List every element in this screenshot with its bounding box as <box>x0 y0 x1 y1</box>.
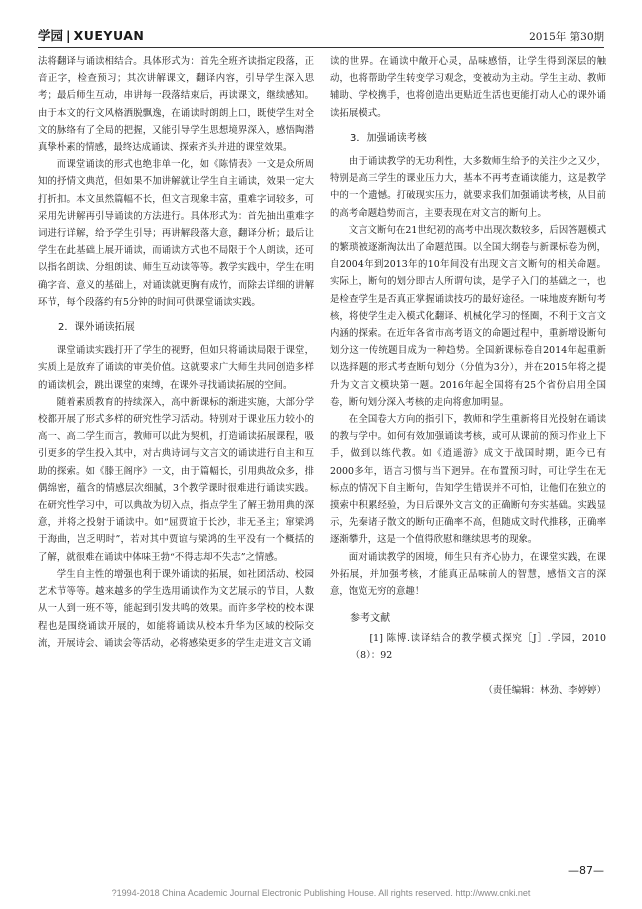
paragraph: 读的世界。在诵读中敞开心灵，品味感悟，让学生得到深层的触动，也将帮助学生转变学习观念，变被动为主动。学生主动、教师辅助、学校携手，也将创造出更贴近生活也更能打动人心的课外诵读拓展模式。 <box>330 56 606 119</box>
right-column <box>330 53 606 699</box>
paragraph: 文言文断句在21世纪初的高考中出现次数较多，后因答题模式的繁琐被逐渐淘汰出了命题范围。以全国大纲卷与新课标卷为例，自2004年到2013年的10年间没有出现文言文断句的相关命题。实际上，断句的划分即古人所谓句读，是学子入门的基础之一，也是检查学生是否真正掌握诵读技巧的最好途径。一味地废弃断句考核，将使学生走入模式化翻译、机械化学习的怪圈，不利于文言文内涵的探索。在近年各省市高考语文的命题过程中，重新增设断句划分这一传统题目成为一种趋势。全国新课标卷自2014年起重新以选择题的形式考查断句划分（分值为3分），并在2015年将之提升为文言文模块第一题。2016年起全国将有25个省份启用全国卷，断句划分深入考核的走向将愈加明显。 <box>330 224 606 408</box>
paragraph: 在全国卷大方向的指引下，教师和学生重新将目光投射在诵读的教与学中。如何有效加强诵读考核，或可从课前的预习作业上下手，做到以练代教。如《逍遥游》成文于战国时期，距今已有2000多年，语言习惯与当下迥异。在布置预习时，可让学生在无标点的情况下自主断句，告知学生错误并不可怕，让他们在独立的摸索中积累经验，为日后课外文言文的正确断句夯实基础。实践显示，先秦诸子散文的断句正确率不高，但随成文时代推移，正确率逐渐攀升，这是一个值得欣慰和继续思考的现象。 <box>330 414 606 546</box>
paragraph: 而课堂诵读的形式也绝非单一化，如《陈情表》一文是众所周知的抒情文典范，但如果不加讲解就让学生自主诵读，效果一定大打折扣。本文虽然篇幅不长，但文言现象丰富，重难字词较多，可采用先讲解再引导诵读的方法进行。具体形式为：首先抽出重难字词进行详解，给予学生引导；再讲解段落大意，翻译分析；最后让学生在此基础上展开诵读，而诵读方式也不局限于个人朗读，还可以指名朗读、分组朗读、师生互动读等等。教学实践中，学生在明确字音、意义的基础上，对诵读就更胸有成竹，而除去详细的讲解环节，每个段落约有5分钟的时间可供课堂诵读实践。 <box>38 159 314 308</box>
section-heading: 3．加强诵读考核 <box>350 132 427 144</box>
page-number: —87— <box>568 864 604 877</box>
references-title: 参考文献 <box>350 613 391 625</box>
running-header <box>38 24 604 48</box>
issue-label: 2015年 第30期 <box>529 31 604 43</box>
paragraph: 随着素质教育的持续深入，高中新课标的渐进实施，大部分学校都开展了形式多样的研究性学习活动。特别对于课业压力较小的高一、高二学生而言，教师可以此为契机，打造诵读拓展课程，吸引更多的学生投入其中，对古典诗词与文言文的诵读进行自主和互助的探索。如《滕王阁序》一文，由于篇幅长，引用典故众多，排偶绵密，蕴含的情感层次细腻，3个教学课时很难进行诵读实践。在研究性学习中，可以典故为切入点，指点学生了解王勃用典的深意，并将之投射于诵读中。如“屈贾谊于长沙，非无圣主；窜梁鸿于海曲，岂乏明时”，若对其中贾谊与梁鸿的生平没有一个概括的了解，就很难在诵读中体味王勃“不得志却不失志”之情感。 <box>38 396 314 563</box>
journal-name-cn: 学园 <box>38 28 64 43</box>
journal-name-en: XUEYUAN <box>73 28 145 43</box>
section-heading: 2．课外诵读拓展 <box>58 322 135 334</box>
paragraph: 面对诵读教学的困境，师生只有齐心协力，在课堂实践，在课外拓展，并加强考核，才能真正品味前人的智慧，感悟文言的深意，饱览无穷的意趣！ <box>330 551 606 598</box>
header-separator: | <box>66 28 71 43</box>
reference-item: [1] 陈博.读译结合的教学模式探究［J］.学园，2010（8）：92 <box>350 632 606 661</box>
copyright-footer: ?1994-2018 China Academic Journal Electronic Publishing House. All rights reserved. http://www.cnki.net <box>111 888 531 898</box>
paragraph: 课堂诵读实践打开了学生的视野，但如只将诵读局限于课堂，实质上是放弃了诵读的审美价值。这就要求广大师生共同创造多样的诵读机会，跳出课堂的束缚，在课外寻找诵读拓展的空间。 <box>38 345 314 391</box>
journal-name <box>38 26 144 44</box>
left-column <box>38 53 314 652</box>
paragraph: 学生自主性的增强也利于课外诵读的拓展，如社团活动、校园艺术节等等。越来越多的学生选用诵读作为文艺展示的节目，人数从一人到一班不等，能起到引发共鸣的效果。而许多学校的校本课程也是围绕诵读开展的，如能将诵读从校本升华为区域的校际交流，开展诗会、诵读会等活动，必将感染更多的学生走进文言文诵 <box>38 568 314 649</box>
paragraph: 由于诵读教学的无功利性，大多数师生给予的关注少之又少，特别是高三学生的课业压力大，基本不再考查诵读能力，这是教学中的一个遗憾。打破现实压力，就要求我们加强诵读考核，从目前的高考命题趋势而言，主要表现在对文言的断句上。 <box>330 156 606 219</box>
editor-note: （责任编辑：林劲、李婷婷） <box>483 684 606 696</box>
paragraph: 法将翻译与诵读相结合。具体形式为：首先全班齐读指定段落，正音正字，检查预习；其次讲解课文，翻译内容，引导学生深入思考；最后师生互动，串讲每一段落结束后，再读课文，继续感知。由于本文的行文风格洒脱飘逸，在诵读时朗朗上口，既使学生对全文的脉络有了全局的把握，又能引导学生思想境界深入，感悟陶潜真挚朴素的情感，最终达成诵读、探索齐头并进的课堂效果。 <box>38 56 314 154</box>
